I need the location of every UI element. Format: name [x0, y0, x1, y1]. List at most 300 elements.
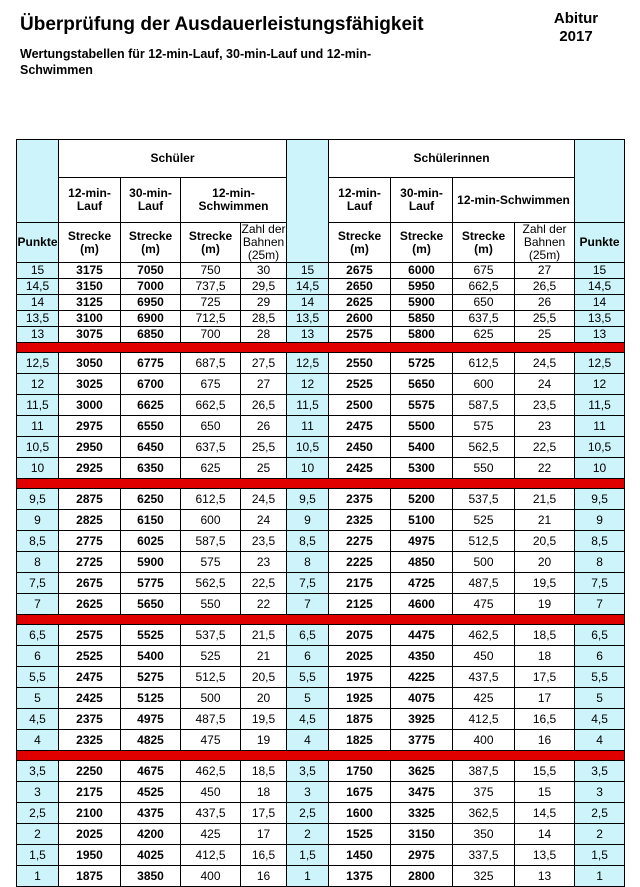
m-swim-cell: 737,5	[181, 279, 241, 295]
m-run30-cell: 4200	[121, 824, 181, 845]
f-run12-cell: 2475	[329, 416, 391, 437]
m-bahnen-cell: 22	[241, 594, 287, 615]
m-run12-cell: 3150	[59, 279, 121, 295]
punkte-middle-cell: 10,5	[287, 437, 329, 458]
m-bahnen-cell: 26	[241, 416, 287, 437]
punkte-right-cell: 7	[575, 594, 625, 615]
header-f-swim12: 12-min-Schwimmen	[453, 178, 575, 223]
table-row	[17, 374, 625, 395]
table-row	[17, 353, 625, 374]
table-row	[17, 458, 625, 479]
m-swim-cell: 425	[181, 824, 241, 845]
m-bahnen-cell: 29	[241, 295, 287, 311]
punkte-middle-cell: 9,5	[287, 489, 329, 510]
m-run30-cell: 5275	[121, 667, 181, 688]
table-row	[17, 625, 625, 646]
f-run30-cell: 4975	[391, 531, 453, 552]
f-swim-cell: 587,5	[453, 395, 515, 416]
punkte-middle-cell: 1,5	[287, 845, 329, 866]
punkte-left-cell: 7,5	[17, 573, 59, 594]
m-run30-cell: 4025	[121, 845, 181, 866]
m-bahnen-cell: 24	[241, 510, 287, 531]
m-run30-cell: 5525	[121, 625, 181, 646]
header-f-bahnen: Zahl der Bahnen (25m)	[515, 223, 575, 263]
punkte-right-cell: 9,5	[575, 489, 625, 510]
header-m-strecke-swim: Strecke (m)	[181, 223, 241, 263]
group-header-female: Schülerinnen	[329, 140, 575, 178]
table-row	[17, 866, 625, 887]
f-run12-cell: 2325	[329, 510, 391, 531]
m-run12-cell: 3125	[59, 295, 121, 311]
f-run30-cell: 3150	[391, 824, 453, 845]
table-row	[17, 803, 625, 824]
f-swim-cell: 612,5	[453, 353, 515, 374]
m-bahnen-cell: 25,5	[241, 437, 287, 458]
m-run12-cell: 2925	[59, 458, 121, 479]
f-run30-cell: 3625	[391, 761, 453, 782]
m-bahnen-cell: 21	[241, 646, 287, 667]
f-swim-cell: 337,5	[453, 845, 515, 866]
f-run12-cell: 2575	[329, 327, 391, 343]
m-run12-cell: 2475	[59, 667, 121, 688]
punkte-left-cell: 3,5	[17, 761, 59, 782]
header-f-strecke-run30: Strecke (m)	[391, 223, 453, 263]
punkte-right-cell: 4,5	[575, 709, 625, 730]
separator-bar	[17, 479, 625, 489]
m-bahnen-cell: 18,5	[241, 761, 287, 782]
m-run30-cell: 6700	[121, 374, 181, 395]
punkte-left-cell: 4,5	[17, 709, 59, 730]
f-run30-cell: 5500	[391, 416, 453, 437]
m-run12-cell: 2525	[59, 646, 121, 667]
table-row	[17, 646, 625, 667]
f-run12-cell: 2500	[329, 395, 391, 416]
f-bahnen-cell: 22,5	[515, 437, 575, 458]
punkte-middle-cell: 1	[287, 866, 329, 887]
punkte-middle-cell: 12	[287, 374, 329, 395]
f-run12-cell: 2600	[329, 311, 391, 327]
table-row	[17, 667, 625, 688]
m-swim-cell: 437,5	[181, 803, 241, 824]
m-swim-cell: 512,5	[181, 667, 241, 688]
group-separator	[17, 615, 625, 625]
f-bahnen-cell: 14	[515, 824, 575, 845]
punkte-right-cell: 13,5	[575, 311, 625, 327]
punkte-right-cell: 14	[575, 295, 625, 311]
m-swim-cell: 750	[181, 263, 241, 279]
table-row	[17, 279, 625, 295]
m-run12-cell: 2875	[59, 489, 121, 510]
m-bahnen-cell: 29,5	[241, 279, 287, 295]
punkte-middle-cell: 5	[287, 688, 329, 709]
f-run12-cell: 2650	[329, 279, 391, 295]
f-bahnen-cell: 26,5	[515, 279, 575, 295]
f-run12-cell: 2225	[329, 552, 391, 573]
m-swim-cell: 587,5	[181, 531, 241, 552]
f-run30-cell: 5200	[391, 489, 453, 510]
m-run12-cell: 2100	[59, 803, 121, 824]
m-bahnen-cell: 18	[241, 782, 287, 803]
punkte-left-cell: 10	[17, 458, 59, 479]
m-swim-cell: 712,5	[181, 311, 241, 327]
punkte-middle-cell: 10	[287, 458, 329, 479]
punkte-middle-cell: 11,5	[287, 395, 329, 416]
f-run30-cell: 5300	[391, 458, 453, 479]
m-run12-cell: 2425	[59, 688, 121, 709]
m-run30-cell: 6775	[121, 353, 181, 374]
m-swim-cell: 725	[181, 295, 241, 311]
table-row	[17, 263, 625, 279]
f-run12-cell: 2425	[329, 458, 391, 479]
m-run12-cell: 1950	[59, 845, 121, 866]
group-separator	[17, 751, 625, 761]
f-bahnen-cell: 21,5	[515, 489, 575, 510]
table-row	[17, 531, 625, 552]
m-run12-cell: 2175	[59, 782, 121, 803]
m-run12-cell: 2775	[59, 531, 121, 552]
punkte-middle-cell: 14,5	[287, 279, 329, 295]
m-bahnen-cell: 28,5	[241, 311, 287, 327]
punkte-middle-cell: 15	[287, 263, 329, 279]
f-run30-cell: 5800	[391, 327, 453, 343]
f-swim-cell: 462,5	[453, 625, 515, 646]
m-run12-cell: 2975	[59, 416, 121, 437]
punkte-right-cell: 5	[575, 688, 625, 709]
f-swim-cell: 487,5	[453, 573, 515, 594]
table-row	[17, 395, 625, 416]
score-table-body	[17, 263, 625, 887]
header-m-strecke-run30: Strecke (m)	[121, 223, 181, 263]
f-run30-cell: 5650	[391, 374, 453, 395]
punkte-middle-cell: 8,5	[287, 531, 329, 552]
f-run30-cell: 4850	[391, 552, 453, 573]
punkte-middle-cell: 9	[287, 510, 329, 531]
m-run30-cell: 6900	[121, 311, 181, 327]
m-run12-cell: 2575	[59, 625, 121, 646]
m-run30-cell: 5900	[121, 552, 181, 573]
f-swim-cell: 425	[453, 688, 515, 709]
m-swim-cell: 700	[181, 327, 241, 343]
punkte-middle-cell: 3	[287, 782, 329, 803]
f-run30-cell: 4725	[391, 573, 453, 594]
f-run12-cell: 2375	[329, 489, 391, 510]
punkte-middle-cell: 13	[287, 327, 329, 343]
m-bahnen-cell: 19	[241, 730, 287, 751]
f-run12-cell: 1825	[329, 730, 391, 751]
m-bahnen-cell: 25	[241, 458, 287, 479]
f-run30-cell: 5950	[391, 279, 453, 295]
f-run12-cell: 1675	[329, 782, 391, 803]
m-run12-cell: 3025	[59, 374, 121, 395]
punkte-right-cell: 1,5	[575, 845, 625, 866]
f-bahnen-cell: 14,5	[515, 803, 575, 824]
punkte-right-cell: 10,5	[575, 437, 625, 458]
m-swim-cell: 600	[181, 510, 241, 531]
m-bahnen-cell: 17,5	[241, 803, 287, 824]
m-run30-cell: 6025	[121, 531, 181, 552]
f-bahnen-cell: 16,5	[515, 709, 575, 730]
m-run30-cell: 4525	[121, 782, 181, 803]
punkte-right-cell: 11,5	[575, 395, 625, 416]
punkte-middle-cell: 11	[287, 416, 329, 437]
punkte-right-cell: 2	[575, 824, 625, 845]
m-run12-cell: 3100	[59, 311, 121, 327]
punkte-left-cell: 6	[17, 646, 59, 667]
f-bahnen-cell: 17,5	[515, 667, 575, 688]
m-swim-cell: 412,5	[181, 845, 241, 866]
f-run30-cell: 5100	[391, 510, 453, 531]
m-run30-cell: 4825	[121, 730, 181, 751]
punkte-right-cell: 7,5	[575, 573, 625, 594]
punkte-left-cell: 4	[17, 730, 59, 751]
f-swim-cell: 562,5	[453, 437, 515, 458]
punkte-right-cell: 8	[575, 552, 625, 573]
punkte-left-cell: 1	[17, 866, 59, 887]
punkte-right-cell: 10	[575, 458, 625, 479]
punkte-middle-cell: 4	[287, 730, 329, 751]
f-run12-cell: 2175	[329, 573, 391, 594]
f-bahnen-cell: 25	[515, 327, 575, 343]
m-bahnen-cell: 22,5	[241, 573, 287, 594]
m-swim-cell: 625	[181, 458, 241, 479]
f-swim-cell: 537,5	[453, 489, 515, 510]
m-bahnen-cell: 23,5	[241, 531, 287, 552]
punkte-right-cell: 6,5	[575, 625, 625, 646]
table-row	[17, 552, 625, 573]
f-swim-cell: 350	[453, 824, 515, 845]
f-run12-cell: 2075	[329, 625, 391, 646]
score-table	[16, 139, 625, 887]
m-run30-cell: 3850	[121, 866, 181, 887]
f-run30-cell: 4600	[391, 594, 453, 615]
group-separator	[17, 479, 625, 489]
punkte-middle-cell: 13,5	[287, 311, 329, 327]
f-bahnen-cell: 21	[515, 510, 575, 531]
m-run30-cell: 6850	[121, 327, 181, 343]
m-swim-cell: 462,5	[181, 761, 241, 782]
m-bahnen-cell: 20	[241, 688, 287, 709]
punkte-middle-cell: 12,5	[287, 353, 329, 374]
f-swim-cell: 437,5	[453, 667, 515, 688]
header-m-run30: 30-min-Lauf	[121, 178, 181, 223]
punkte-middle-cell: 2,5	[287, 803, 329, 824]
header-f-run12: 12-min-Lauf	[329, 178, 391, 223]
punkte-middle-cell: 6	[287, 646, 329, 667]
m-bahnen-cell: 28	[241, 327, 287, 343]
m-bahnen-cell: 21,5	[241, 625, 287, 646]
f-swim-cell: 675	[453, 263, 515, 279]
m-swim-cell: 662,5	[181, 395, 241, 416]
table-row	[17, 327, 625, 343]
punkte-middle-cell: 7,5	[287, 573, 329, 594]
header-m-bahnen: Zahl der Bahnen (25m)	[241, 222, 286, 262]
punkte-left-cell: 15	[17, 263, 59, 279]
punkte-right-cell: 1	[575, 866, 625, 887]
f-swim-cell: 500	[453, 552, 515, 573]
table-row	[17, 845, 625, 866]
page-subtitle: Wertungstabellen für 12-min-Lauf, 30-min-Lauf und 12-min-Schwimmen	[20, 47, 372, 77]
f-run30-cell: 5725	[391, 353, 453, 374]
punkte-left-cell: 1,5	[17, 845, 59, 866]
m-swim-cell: 675	[181, 374, 241, 395]
header-f-run30: 30-min-Lauf	[391, 178, 453, 223]
f-swim-cell: 325	[453, 866, 515, 887]
m-swim-cell: 575	[181, 552, 241, 573]
f-bahnen-cell: 15,5	[515, 761, 575, 782]
f-run12-cell: 2525	[329, 374, 391, 395]
f-bahnen-cell: 13	[515, 866, 575, 887]
punkte-right-cell: 3	[575, 782, 625, 803]
m-swim-cell: 475	[181, 730, 241, 751]
punkte-right-cell: 15	[575, 263, 625, 279]
m-swim-cell: 550	[181, 594, 241, 615]
punkte-right-cell: 6	[575, 646, 625, 667]
m-bahnen-cell: 23	[241, 552, 287, 573]
f-bahnen-cell: 26	[515, 295, 575, 311]
f-bahnen-cell: 24,5	[515, 353, 575, 374]
m-bahnen-cell: 19,5	[241, 709, 287, 730]
f-run30-cell: 5900	[391, 295, 453, 311]
m-run30-cell: 6450	[121, 437, 181, 458]
f-run30-cell: 3475	[391, 782, 453, 803]
m-run12-cell: 2250	[59, 761, 121, 782]
punkte-middle-cell: 8	[287, 552, 329, 573]
m-run12-cell: 2025	[59, 824, 121, 845]
m-run12-cell: 2725	[59, 552, 121, 573]
m-run30-cell: 5650	[121, 594, 181, 615]
punkte-middle-cell: 7	[287, 594, 329, 615]
m-swim-cell: 687,5	[181, 353, 241, 374]
m-run12-cell: 3050	[59, 353, 121, 374]
f-run30-cell: 4075	[391, 688, 453, 709]
f-swim-cell: 637,5	[453, 311, 515, 327]
f-run30-cell: 4475	[391, 625, 453, 646]
punkte-middle-cell: 3,5	[287, 761, 329, 782]
table-row	[17, 416, 625, 437]
page-title: Überprüfung der Ausdauerleistungsfähigkeit	[20, 14, 424, 35]
f-swim-cell: 450	[453, 646, 515, 667]
f-bahnen-cell: 27	[515, 263, 575, 279]
punkte-left-cell: 14	[17, 295, 59, 311]
table-row	[17, 594, 625, 615]
table-row	[17, 573, 625, 594]
m-run30-cell: 6950	[121, 295, 181, 311]
f-bahnen-cell: 24	[515, 374, 575, 395]
punkte-left-cell: 12	[17, 374, 59, 395]
f-run30-cell: 5575	[391, 395, 453, 416]
group-header-male: Schüler	[59, 140, 287, 178]
m-run12-cell: 2950	[59, 437, 121, 458]
punkte-right-cell: 8,5	[575, 531, 625, 552]
m-swim-cell: 487,5	[181, 709, 241, 730]
m-bahnen-cell: 17	[241, 824, 287, 845]
f-run30-cell: 2975	[391, 845, 453, 866]
f-bahnen-cell: 15	[515, 782, 575, 803]
m-swim-cell: 500	[181, 688, 241, 709]
m-run12-cell: 2375	[59, 709, 121, 730]
f-run30-cell: 3925	[391, 709, 453, 730]
abitur-year: 2017	[559, 28, 593, 45]
table-row	[17, 709, 625, 730]
m-run12-cell: 2825	[59, 510, 121, 531]
f-run12-cell: 1975	[329, 667, 391, 688]
m-run12-cell: 2625	[59, 594, 121, 615]
m-run30-cell: 6625	[121, 395, 181, 416]
punkte-middle-cell: 4,5	[287, 709, 329, 730]
f-bahnen-cell: 20,5	[515, 531, 575, 552]
f-swim-cell: 575	[453, 416, 515, 437]
group-separator	[17, 343, 625, 353]
m-swim-cell: 612,5	[181, 489, 241, 510]
table-row	[17, 688, 625, 709]
punkte-right-cell: 14,5	[575, 279, 625, 295]
punkte-right-cell: 13	[575, 327, 625, 343]
table-row	[17, 295, 625, 311]
punkte-left-cell: 11,5	[17, 395, 59, 416]
punkte-left-cell: 7	[17, 594, 59, 615]
m-swim-cell: 562,5	[181, 573, 241, 594]
f-bahnen-cell: 17	[515, 688, 575, 709]
punkte-right-cell: 11	[575, 416, 625, 437]
m-run30-cell: 4975	[121, 709, 181, 730]
f-bahnen-cell: 22	[515, 458, 575, 479]
f-run12-cell: 2625	[329, 295, 391, 311]
punkte-left-cell: 6,5	[17, 625, 59, 646]
separator-bar	[17, 751, 625, 761]
m-swim-cell: 650	[181, 416, 241, 437]
header-f-strecke-swim: Strecke (m)	[453, 223, 515, 263]
f-swim-cell: 650	[453, 295, 515, 311]
f-run12-cell: 1450	[329, 845, 391, 866]
m-run30-cell: 5125	[121, 688, 181, 709]
header-corner-right	[575, 140, 625, 223]
m-run30-cell: 6150	[121, 510, 181, 531]
m-bahnen-cell: 20,5	[241, 667, 287, 688]
f-swim-cell: 525	[453, 510, 515, 531]
m-swim-cell: 637,5	[181, 437, 241, 458]
m-swim-cell: 525	[181, 646, 241, 667]
m-bahnen-cell: 30	[241, 263, 287, 279]
f-run30-cell: 2800	[391, 866, 453, 887]
f-bahnen-cell: 13,5	[515, 845, 575, 866]
f-swim-cell: 400	[453, 730, 515, 751]
punkte-middle-cell: 14	[287, 295, 329, 311]
f-swim-cell: 362,5	[453, 803, 515, 824]
header-punkte-right: Punkte	[575, 223, 625, 263]
f-run30-cell: 4350	[391, 646, 453, 667]
f-bahnen-cell: 19	[515, 594, 575, 615]
header-m-run12: 12-min-Lauf	[59, 178, 121, 223]
f-run30-cell: 4225	[391, 667, 453, 688]
m-run12-cell: 3175	[59, 263, 121, 279]
f-run12-cell: 2675	[329, 263, 391, 279]
m-run30-cell: 7050	[121, 263, 181, 279]
m-swim-cell: 400	[181, 866, 241, 887]
punkte-left-cell: 10,5	[17, 437, 59, 458]
f-run30-cell: 6000	[391, 263, 453, 279]
m-bahnen-cell: 24,5	[241, 489, 287, 510]
header-m-swim12: 12-min-Schwimmen	[181, 178, 287, 223]
f-run12-cell: 2450	[329, 437, 391, 458]
punkte-left-cell: 2,5	[17, 803, 59, 824]
m-run30-cell: 6550	[121, 416, 181, 437]
punkte-left-cell: 13,5	[17, 311, 59, 327]
m-swim-cell: 450	[181, 782, 241, 803]
m-run12-cell: 2675	[59, 573, 121, 594]
m-bahnen-cell: 16	[241, 866, 287, 887]
f-bahnen-cell: 16	[515, 730, 575, 751]
f-swim-cell: 375	[453, 782, 515, 803]
